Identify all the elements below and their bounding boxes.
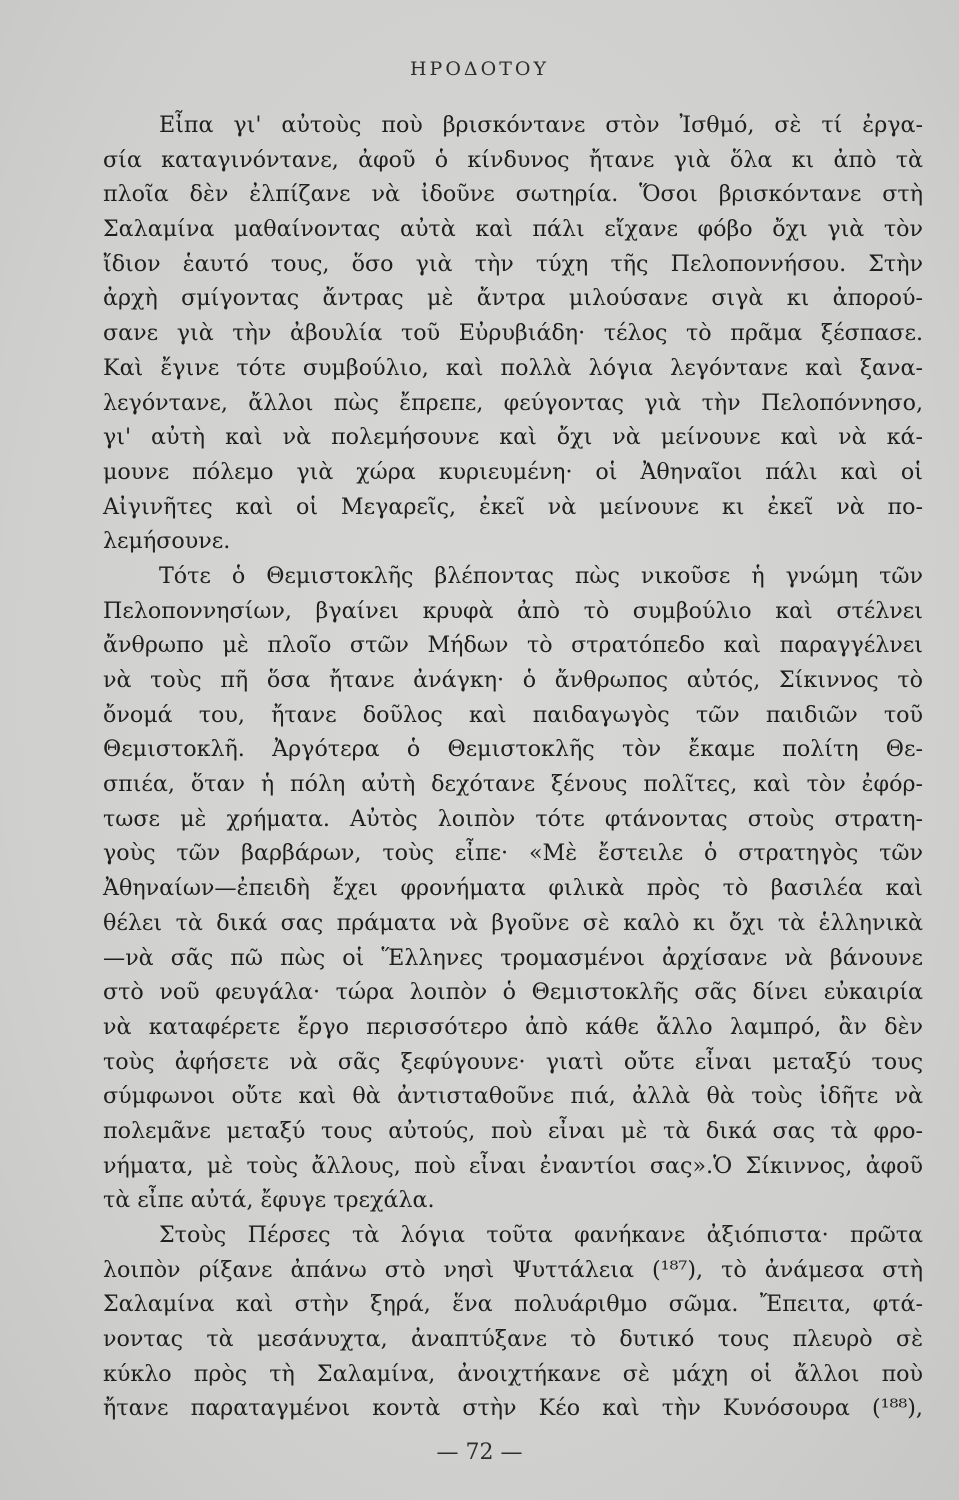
text-line: σπιέα, ὅταν ἡ πόλη αὐτὴ δεχότανε ξένους πολῖτες, καὶ τὸν ἐφόρ- [103, 771, 923, 798]
page-number: — 72 — [436, 1440, 523, 1465]
text-line: μουνε πόλεμο γιὰ χώρα κυριευμένη· οἱ Ἀθηναῖοι πάλι καὶ οἱ [103, 458, 923, 485]
text-line: ἤτανε παραταγμένοι κοντὰ στὴν Κέο καὶ τὴν Κυνόσουρα (¹⁸⁸), [103, 1395, 923, 1422]
text-line: Εἶπα γι' αὐτοὺς ποὺ βρισκόντανε στὸν Ἰσθμό, σὲ τί ἐργα- [159, 112, 923, 138]
text-line: λεγόντανε, ἄλλοι πὼς ἔπρεπε, φεύγοντας γιὰ τὴν Πελοπόννησο, [103, 389, 923, 416]
text-line: ἄνθρωπο μὲ πλοῖο στῶν Μήδων τὸ στρατόπεδο καὶ παραγγέλνει [103, 632, 923, 659]
text-line: Θεμιστοκλῆ. Ἀργότερα ὁ Θεμιστοκλῆς τὸν ἔκαμε πολίτη Θε- [103, 736, 923, 763]
text-line: νήματα, μὲ τοὺς ἄλλους, ποὺ εἶναι ἐναντίοι σας».Ὁ Σίκιννος, ἀφοῦ [103, 1152, 923, 1179]
text-line: τὰ εἶπε αὐτά, ἔφυγε τρεχάλα. [103, 1187, 435, 1214]
text-line: πλοῖα δὲν ἐλπίζανε νὰ ἰδοῦνε σωτηρία. Ὅσοι βρισκόντανε στὴ [103, 181, 923, 208]
text-line: νὰ καταφέρετε ἔργο περισσότερο ἀπὸ κάθε ἄλλο λαμπρό, ἂν δὲν [103, 1013, 923, 1040]
text-line: ἴδιον ἑαυτό τους, ὅσο γιὰ τὴν τύχη τῆς Πελοποννήσου. Στὴν [103, 250, 923, 277]
text-line: νοντας τὰ μεσάνυχτα, ἀναπτύξανε τὸ δυτικό τους πλευρὸ σὲ [103, 1326, 923, 1353]
text-line: Σαλαμίνα καὶ στὴν ξηρά, ἕνα πολυάριθμο σῶμα. Ἔπειτα, φτά- [103, 1291, 923, 1318]
running-header: ΗΡΟΔΟΤΟΥ [409, 58, 550, 80]
text-line: τωσε μὲ χρήματα. Αὐτὸς λοιπὸν τότε φτάνοντας στοὺς στρατη- [103, 805, 923, 832]
text-line: ἀρχὴ σμίγοντας ἄντρας μὲ ἄντρα μιλούσανε σιγὰ κι ἀπορού- [103, 285, 923, 312]
text-line: ὄνομά του, ἤτανε δοῦλος καὶ παιδαγωγὸς τῶν παιδιῶν τοῦ [103, 701, 923, 728]
body-text [103, 108, 923, 1426]
text-line: Ἀθηναίων—ἐπειδὴ ἔχει φρονήματα φιλικὰ πρὸς τὸ βασιλέα καὶ [103, 875, 923, 902]
text-line: σία καταγινόντανε, ἀφοῦ ὁ κίνδυνος ἤτανε γιὰ ὅλα κι ἀπὸ τὰ [103, 146, 923, 173]
text-line: κύκλο πρὸς τὴ Σαλαμίνα, ἀνοιχτήκανε σὲ μάχη οἱ ἄλλοι ποὺ [103, 1360, 923, 1387]
text-line: Καὶ ἔγινε τότε συμβούλιο, καὶ πολλὰ λόγια λεγόντανε καὶ ξανα- [103, 354, 923, 381]
text-line: στὸ νοῦ φευγάλα· τώρα λοιπὸν ὁ Θεμιστοκλῆς σᾶς δίνει εὐκαιρία [103, 979, 923, 1006]
text-line: Τότε ὁ Θεμιστοκλῆς βλέποντας πὼς νικοῦσε ἡ γνώμη τῶν [159, 562, 923, 589]
text-line: νὰ τοὺς πῆ ὅσα ἤτανε ἀνάγκη· ὁ ἄνθρωπος αὐτός, Σίκιννος τὸ [103, 667, 923, 693]
text-line: Αἰγινῆτες καὶ οἱ Μεγαρεῖς, ἐκεῖ νὰ μείνουνε κι ἐκεῖ νὰ πο- [103, 493, 923, 520]
text-line: σύμφωνοι οὔτε καὶ θὰ ἀντισταθοῦνε πιά, ἀλλὰ θὰ τοὺς ἰδῆτε νὰ [103, 1083, 923, 1110]
text-line: Πελοποννησίων, βγαίνει κρυφὰ ἀπὸ τὸ συμβούλιο καὶ στέλνει [103, 597, 923, 624]
text-line: πολεμᾶνε μεταξύ τους αὐτούς, ποὺ εἶναι μὲ τὰ δικά σας τὰ φρο- [103, 1117, 923, 1144]
text-line: Σαλαμίνα μαθαίνοντας αὐτὰ καὶ πάλι εἴχανε φόβο ὄχι γιὰ τὸν [103, 216, 923, 243]
text-line: σανε γιὰ τὴν ἀβουλία τοῦ Εὐρυβιάδη· τέλος τὸ πρᾶμα ξέσπασε. [103, 320, 923, 347]
text-line: λεμήσουνε. [103, 528, 231, 555]
text-line: λοιπὸν ρίξανε ἀπάνω στὸ νησὶ Ψυττάλεια (¹⁸⁷), τὸ ἀνάμεσα στὴ [103, 1256, 923, 1283]
text-line: τοὺς ἀφήσετε νὰ σᾶς ξεφύγουνε· γιατὶ οὔτε εἶναι μεταξύ τους [103, 1048, 923, 1075]
text-line: γοὺς τῶν βαρβάρων, τοὺς εἶπε· «Μὲ ἔστειλε ὁ στρατηγὸς τῶν [103, 840, 923, 867]
text-line: θέλει τὰ δικά σας πράματα νὰ βγοῦνε σὲ καλὸ κι ὄχι τὰ ἑλληνικὰ [103, 909, 923, 936]
text-line: Στοὺς Πέρσες τὰ λόγια τοῦτα φανήκανε ἀξιόπιστα· πρῶτα [159, 1222, 923, 1248]
text-line: γι' αὐτὴ καὶ νὰ πολεμήσουνε καὶ ὄχι νὰ μείνουνε καὶ νὰ κά- [103, 424, 923, 451]
text-line: —νὰ σᾶς πῶ πὼς οἱ Ἕλληνες τρομασμένοι ἀρχίσανε νὰ βάνουνε [103, 944, 923, 971]
